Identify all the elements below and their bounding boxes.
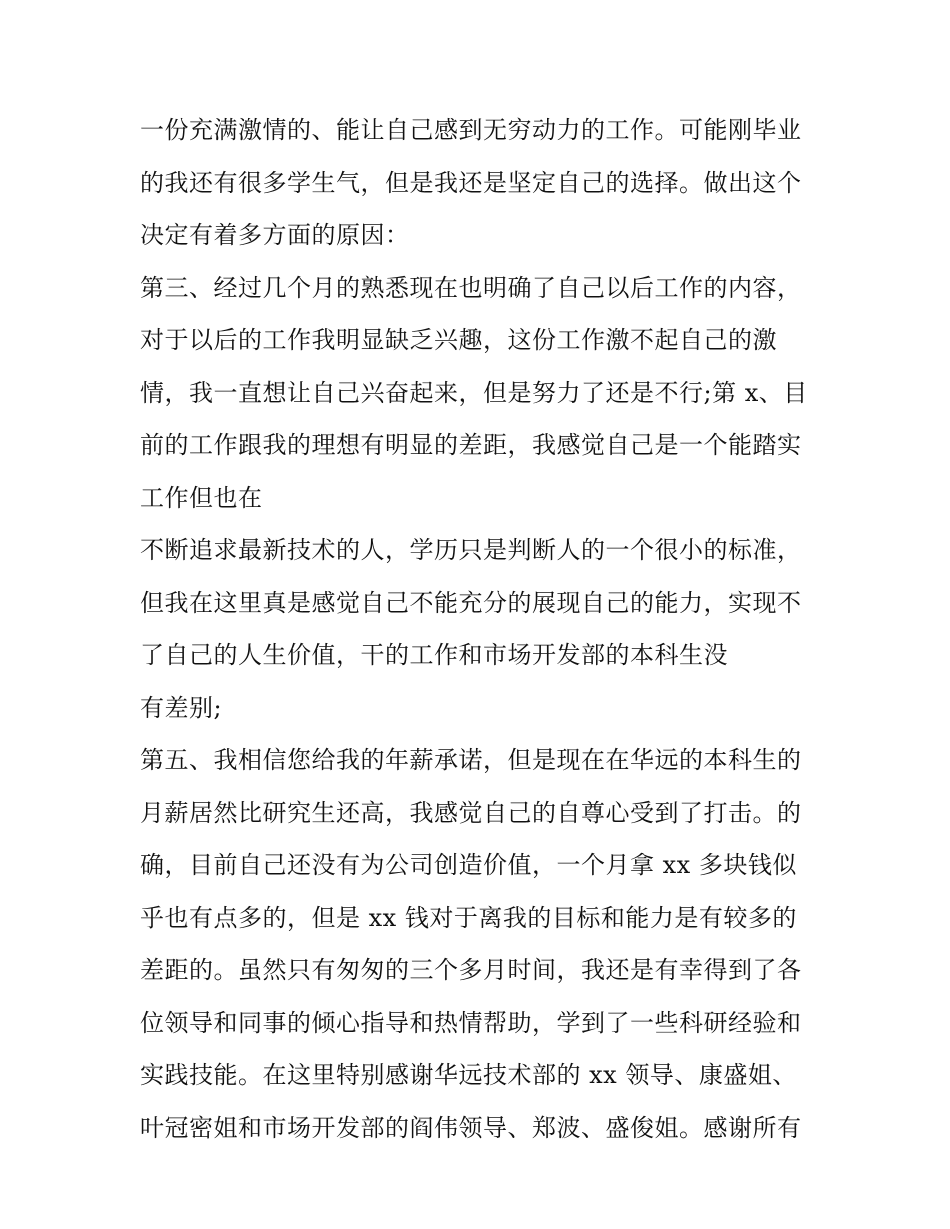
text-line: 不断追求最新技术的人，学历只是判断人的一个很小的标准，	[140, 536, 802, 564]
text-line: 但我在这里真是感觉自己不能充分的展现自己的能力，实现不	[140, 588, 802, 617]
text-line: 第三、经过几个月的熟悉现在也明确了自己以后工作的内容，	[140, 273, 802, 302]
text-line: 第五、我相信您给我的年薪承诺，但是现在在华远的本科生的	[140, 746, 802, 774]
text-line: 了自己的人生价值，干的工作和市场开发部的本科生没	[140, 641, 728, 669]
text-line: 乎也有点多的，但是 xx 钱对于离我的目标和能力是有较多的	[140, 903, 797, 932]
text-line: 的我还有很多学生气，但是我还是坚定自己的选择。做出这个	[140, 168, 802, 197]
document-body	[140, 104, 830, 1154]
text-line: 有差别;	[140, 693, 223, 722]
text-line: 确，目前自己还没有为公司创造价值，一个月拿 xx 多块钱似	[140, 851, 797, 879]
text-line: 月薪居然比研究生还高，我感觉自己的自尊心受到了打击。的	[140, 798, 802, 827]
text-line: 实践技能。在这里特别感谢华远技术部的 xx 领导、康盛姐、	[140, 1061, 797, 1089]
text-line: 位领导和同事的倾心指导和热情帮助，学到了一些科研经验和	[140, 1008, 802, 1037]
text-line: 工作但也在	[140, 483, 263, 512]
text-line: 差距的。虽然只有匆匆的三个多月时间，我还是有幸得到了各	[140, 956, 802, 984]
text-line: 一份充满激情的、能让自己感到无穷动力的工作。可能刚毕业	[140, 116, 802, 144]
text-line: 决定有着多方面的原因：	[140, 221, 410, 249]
text-line: 叶冠密姐和市场开发部的阎伟领导、郑波、盛俊姐。感谢所有	[140, 1113, 802, 1142]
text-line: 对于以后的工作我明显缺乏兴趣，这份工作激不起自己的激	[140, 326, 777, 354]
text-line: 前的工作跟我的理想有明显的差距，我感觉自己是一个能踏实	[140, 431, 802, 459]
text-line: 情，我一直想让自己兴奋起来，但是努力了还是不行;第 x、目	[140, 378, 808, 407]
